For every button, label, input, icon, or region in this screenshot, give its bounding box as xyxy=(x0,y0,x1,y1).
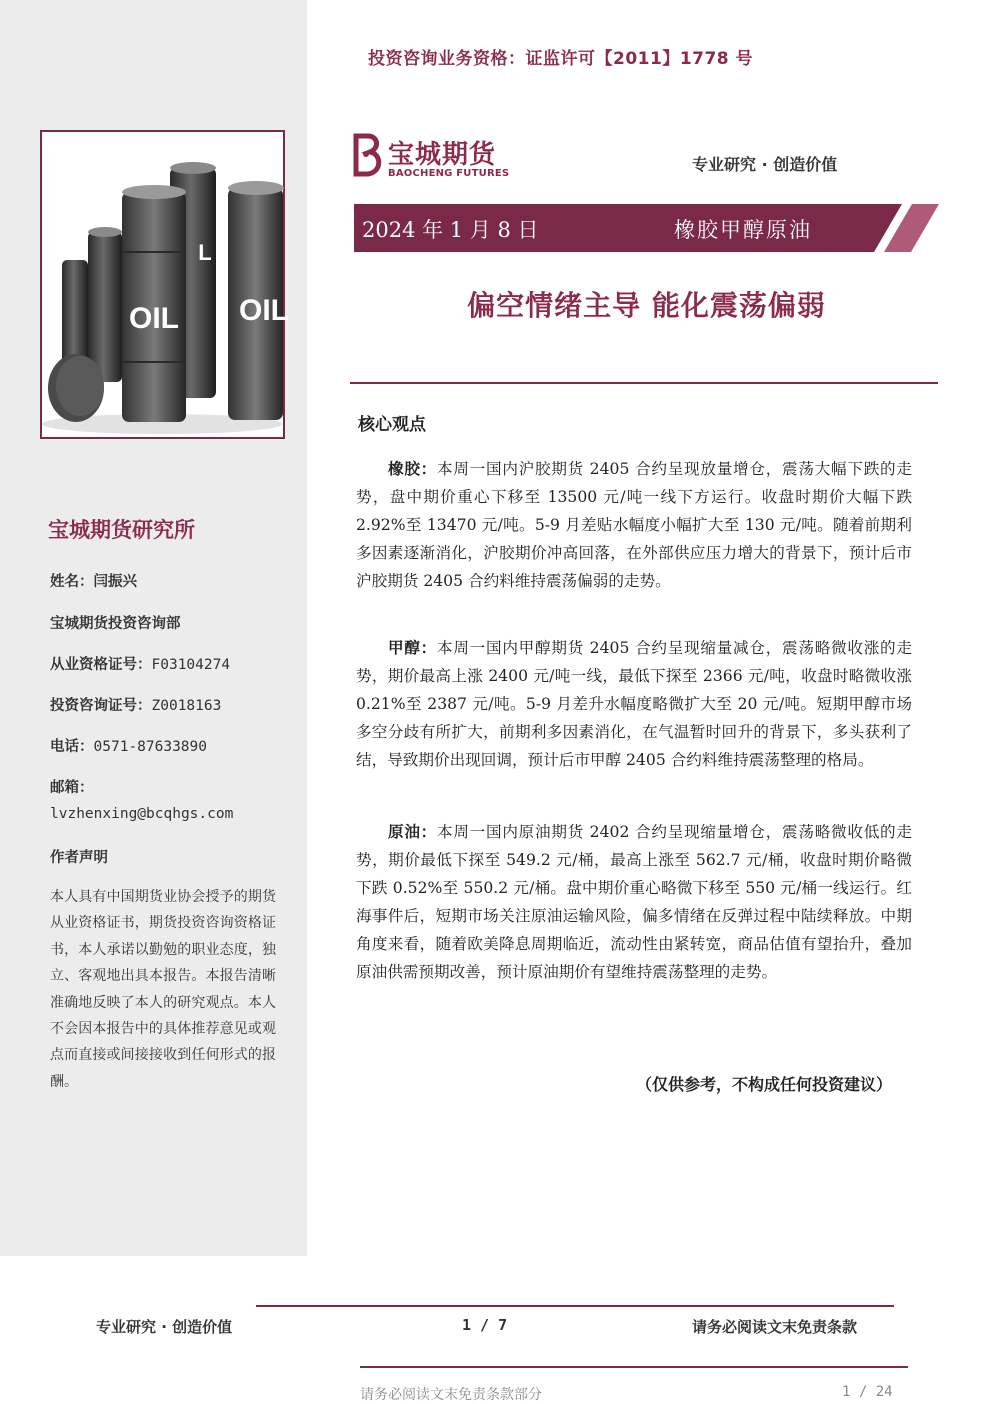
paragraph-text: 本周一国内甲醇期货 2405 合约呈现缩量减仓，震荡略微收涨的走势，期价最高上涨 2400 元/吨一线，最低下探至 2366 元/吨，收盘时略微收涨 0.21%至 2387 元/吨。5-9 月差升水幅度略微扩大至 20 元/吨。短期甲醇市场多空分歧有所扩大，前期利多因素消化，在气温暂时回升的背景下，多头获利了结，导致期价出现回调，预计后市甲醇 2405 合约料维持震荡整理的格局。 xyxy=(356,639,912,769)
advisory-cert-label: 投资咨询证号： xyxy=(50,698,152,714)
page-number: 1 / 7 xyxy=(462,1316,508,1334)
paragraph-methanol xyxy=(356,634,912,774)
investment-disclaimer: （仅供参考，不构成任何投资建议） xyxy=(636,1075,893,1094)
phone-value: 0571-87633890 xyxy=(93,739,207,755)
cover-word-1: OIL xyxy=(129,302,179,335)
declaration-text: 本人具有中国期货业协会授予的期货从业资格证书，期货投资咨询资格证书，本人承诺以勤勉的职业态度，独立、客观地出具本报告。本报告清晰准确地反映了本人的研究观点。本人不会因本报告中的具体推荐意见或观点而直接或间接接收到任何形式的报酬。 xyxy=(50,889,276,1090)
qualification-cert xyxy=(50,653,230,674)
footer-divider xyxy=(256,1305,894,1307)
footer-disclaimer: 请务必阅读文末免责条款 xyxy=(692,1318,858,1336)
qualification-cert-value: F03104274 xyxy=(151,657,231,673)
paragraph-rubber xyxy=(356,455,912,595)
paragraph-text: 本周一国内原油期货 2402 合约呈现缩量增仓，震荡略微收低的走势，期价最低下探至 549.2 元/桶，最高上涨至 562.7 元/桶，收盘时期价略微下跌 0.52%至 550.2 元/桶。盘中期价重心略微下移至 550 元/桶一线运行。红海事件后，短期市场关注原油运输风险，偏多情绪在反弹过程中陆续释放。中期角度来看，随着欧美降息周期临近，流动性由紧转宽，商品估值有望抬升，叠加原油供需预期改善，预计原油期价有望维持震荡整理的走势。 xyxy=(356,823,912,981)
analyst-name xyxy=(50,570,137,591)
report-banner xyxy=(354,204,939,252)
phone xyxy=(50,735,207,756)
paragraph-lead: 原油： xyxy=(388,823,437,841)
advisory-cert-value: Z0018163 xyxy=(151,698,222,714)
license-text: 投资咨询业务资格：证监许可【2011】1778 号 xyxy=(368,49,754,69)
footer-motto: 专业研究 · 创造价值 xyxy=(96,1318,233,1336)
qualification-cert-label: 从业资格证号： xyxy=(50,657,152,673)
logo-mark-icon xyxy=(352,132,386,178)
section-heading: 核心观点 xyxy=(358,415,426,435)
cover-word-3: OIL xyxy=(239,294,289,327)
cover-word-2: L xyxy=(198,240,212,265)
declaration-title: 作者声明 xyxy=(50,850,108,866)
logo-chinese-name: 宝城期货 xyxy=(388,140,497,170)
analyst-name-value: 闫振兴 xyxy=(93,574,137,590)
research-institute-name: 宝城期货研究所 xyxy=(48,518,195,542)
footer-divider-bottom xyxy=(360,1366,908,1368)
cover-image xyxy=(40,130,289,439)
phone-label: 电话： xyxy=(50,739,94,755)
title-divider xyxy=(350,382,938,384)
paragraph-lead: 甲醇： xyxy=(388,639,437,657)
paragraph-lead: 橡胶： xyxy=(388,460,437,478)
paragraph-text: 本周一国内沪胶期货 2405 合约呈现放量增仓，震荡大幅下跌的走势，盘中期价重心下移至 13500 元/吨一线下方运行。收盘时期价大幅下跌 2.92%至 13470 元/吨。5-9 月差贴水幅度小幅扩大至 130 元/吨。随着前期利多因素逐渐消化，沪胶期价冲高回落，在外部供应压力增大的背景下，预计后市沪胶期货 2405 合约料维持震荡偏弱的走势。 xyxy=(356,460,912,590)
email-label: 邮箱： xyxy=(50,780,94,796)
page-title: 偏空情绪主导 能化震荡偏弱 xyxy=(467,289,826,322)
report-date: 2024 年 1 月 8 日 xyxy=(362,218,539,242)
logo-english-name: BAOCHENG FUTURES xyxy=(388,168,510,179)
motto-header: 专业研究 · 创造价值 xyxy=(692,155,838,174)
footer-bottom-disclaimer: 请务必阅读文末免责条款部分 xyxy=(360,1387,542,1403)
advisory-cert xyxy=(50,694,221,715)
company-logo xyxy=(352,132,522,182)
email-link[interactable]: lvzhenxing@bcqhgs.com xyxy=(50,806,234,822)
document-page-number: 1 / 24 xyxy=(842,1384,893,1400)
department: 宝城期货投资咨询部 xyxy=(50,616,181,632)
report-topic: 橡胶甲醇原油 xyxy=(674,218,812,242)
paragraph-crude-oil xyxy=(356,818,912,986)
analyst-name-label: 姓名： xyxy=(50,574,94,590)
